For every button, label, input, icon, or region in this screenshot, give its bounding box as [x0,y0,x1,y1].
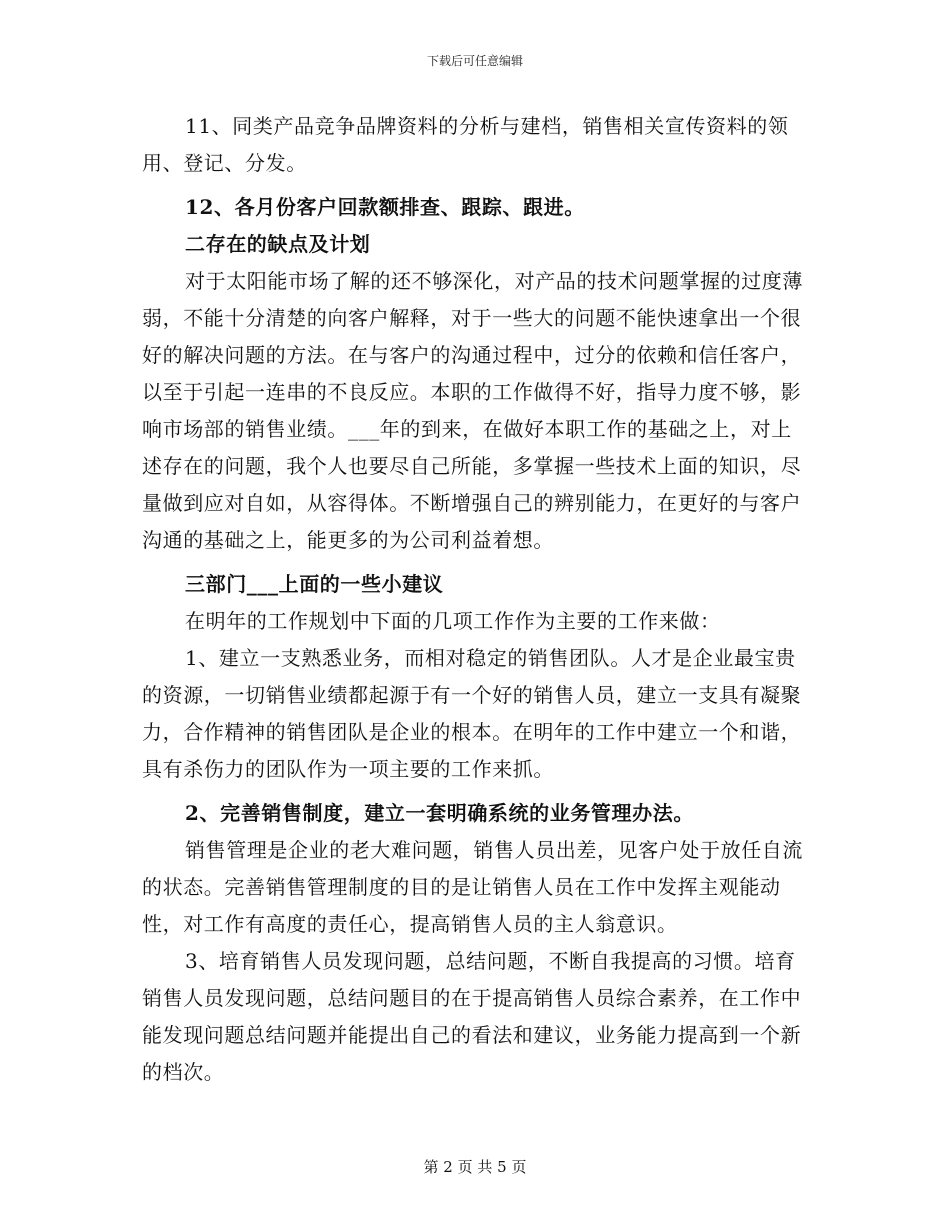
paragraph-item-11: 11、同类产品竞争品牌资料的分析与建档，销售相关宣传资料的领用、登记、分发。 [142,114,789,175]
paragraph-item-3: 3、培育销售人员发现问题，总结问题，不断自我提高的习惯。培育销售人员发现问题，总结问题目的在于提高销售人员综合素养，在工作中能发现问题总结问题并能提出自己的看法和建议，业务能力提高到一个新的档次。 [142,949,802,1084]
paragraph-plan-intro: 在明年的工作规划中下面的几项工作作为主要的工作来做： [185,609,721,633]
document-body [142,108,808,1091]
paragraph-item-12-bold: 12、各月份客户回款额排查、跟踪、跟进。 [185,195,585,219]
paragraph-item-1: 1、建立一支熟悉业务，而相对稳定的销售团队。人才是企业最宝贵的资源，一切销售业绩都起源于有一个好的销售人员，建立一支具有凝聚力，合作精神的销售团队是企业的根本。在明年的工作中建立一个和谐，具有杀伤力的团队作为一项主要的工作来抓。 [142,646,802,781]
page-header-note: 下载后可任意编辑 [426,54,523,68]
paragraph-item-2-bold: 2、完善销售制度，建立一套明确系统的业务管理办法。 [185,801,694,825]
section-heading-suggestions: 三部门___上面的一些小建议 [185,572,444,596]
paragraph-shortcomings: 对于太阳能市场了解的还不够深化，对产品的技术问题掌握的过度薄弱，不能十分清楚的向客户解释，对于一些大的问题不能快速拿出一个很好的解决问题的方法。在与客户的沟通过程中，过分的依赖和信任客户，以至于引起一连串的不良反应。本职的工作做得不好，指导力度不够，影响市场部的销售业绩。___年的到来，在做好本职工作的基础之上，对上述存在的问题，我个人也要尽自己所能，多掌握一些技术上面的知识，尽量做到应对自如，从容得体。不断增强自己的辨别能力，在更好的与客户沟通的基础之上，能更多的为公司利益着想。 [142,269,803,552]
section-heading-shortcomings: 二存在的缺点及计划 [185,232,371,256]
paragraph-sales-management: 销售管理是企业的老大难问题，销售人员出差，见客户处于放任自流的状态。完善销售管理制度的目的是让销售人员在工作中发挥主观能动性，对工作有高度的责任心，提高销售人员的主人翁意识。 [142,838,803,936]
page-number-footer: 第 2 页 共 5 页 [423,1158,527,1176]
